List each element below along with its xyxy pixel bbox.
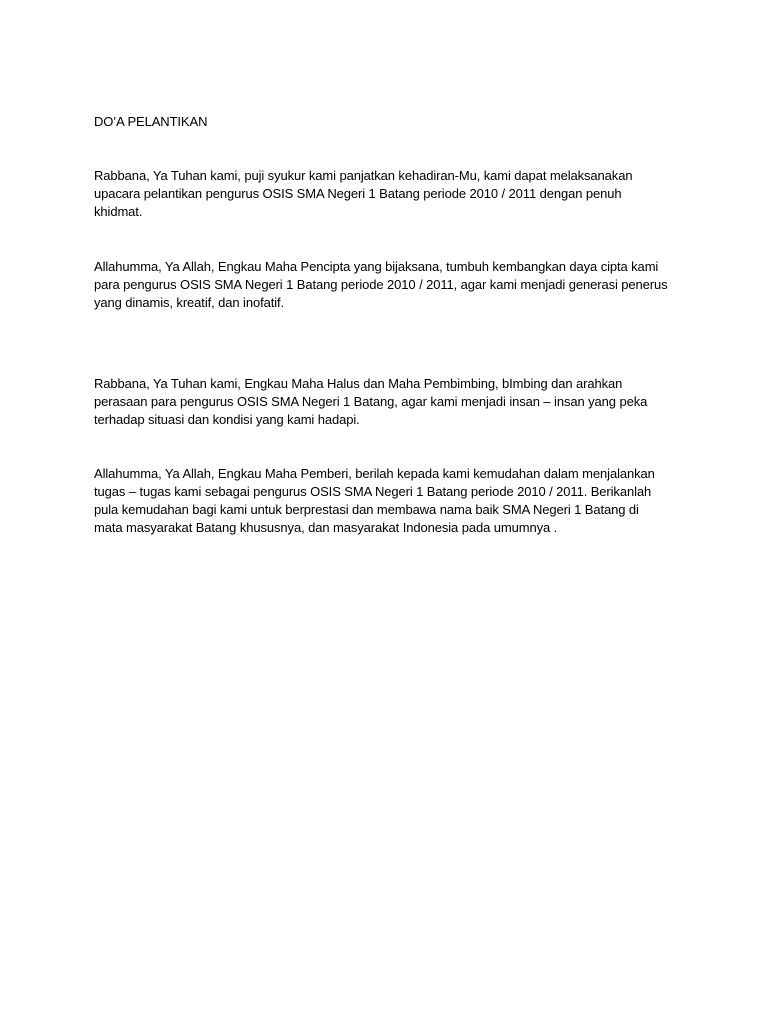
paragraph-line: tugas – tugas kami sebagai pengurus OSIS SMA Negeri 1 Batang periode 2010 / 2011. Berikanlah — [94, 484, 652, 499]
paragraph-line: upacara pelantikan pengurus OSIS SMA Negeri 1 Batang periode 2010 / 2011 dengan penuh — [94, 186, 622, 201]
document-title: DO’A PELANTIKAN — [94, 114, 208, 129]
paragraph-line: Allahumma, Ya Allah, Engkau Maha Pencipta yang bijaksana, tumbuh kembangkan daya cipta kami — [94, 259, 659, 274]
paragraph-line: terhadap situasi dan kondisi yang kami hadapi. — [94, 412, 360, 427]
paragraph-line: pula kemudahan bagi kami untuk berprestasi dan membawa nama baik SMA Negeri 1 Batang di — [94, 502, 639, 517]
paragraph-line: mata masyarakat Batang khususnya, dan masyarakat Indonesia pada umumnya . — [94, 520, 558, 535]
paragraph-line: para pengurus OSIS SMA Negeri 1 Batang periode 2010 / 2011, agar kami menjadi generasi penerus — [94, 277, 668, 292]
paragraph-line: Allahumma, Ya Allah, Engkau Maha Pemberi, berilah kepada kami kemudahan dalam menjalankan — [94, 466, 655, 481]
paragraph-line: Rabbana, Ya Tuhan kami, Engkau Maha Halus dan Maha Pembimbing, bImbing dan arahkan — [94, 376, 623, 391]
paragraph-line: perasaan para pengurus OSIS SMA Negeri 1 Batang, agar kami menjadi insan – insan yang peka — [94, 394, 648, 409]
paragraph-line: khidmat. — [94, 204, 143, 219]
paragraph-line: yang dinamis, kreatif, dan inofatif. — [94, 295, 285, 310]
paragraph-line: Rabbana, Ya Tuhan kami, puji syukur kami panjatkan kehadiran-Mu, kami dapat melaksanakan — [94, 168, 633, 183]
